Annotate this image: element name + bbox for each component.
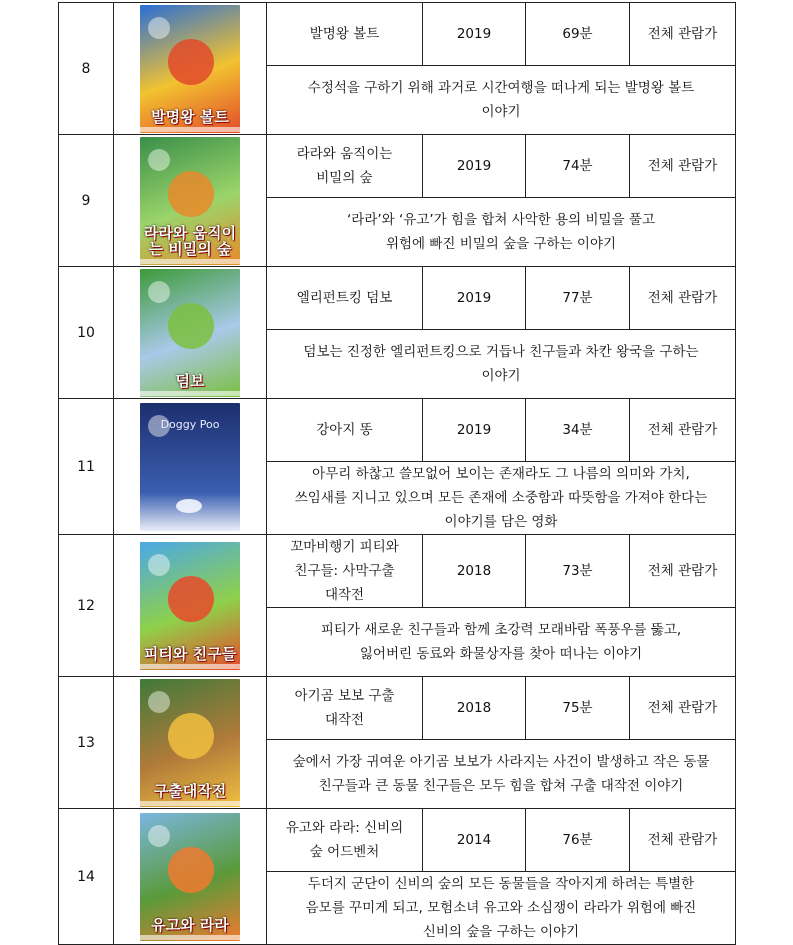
- release-year: 2019: [423, 267, 526, 330]
- text-line: 아기곰 보보 구출: [294, 688, 395, 704]
- text-line: 두더지 군단이 신비의 숲의 모든 동물들을 작아지게 하려는 특별한: [307, 876, 695, 892]
- table-row: [59, 399, 736, 462]
- poster-cell: [114, 135, 267, 267]
- poster-title: 구출대작전: [153, 781, 227, 800]
- movie-poster: [140, 403, 240, 531]
- age-rating: 전체 관람가: [630, 809, 736, 872]
- poster-decoration: [148, 554, 170, 576]
- release-year: 2019: [423, 135, 526, 198]
- poster-title: 피티와 친구들: [143, 644, 237, 663]
- movie-title: [267, 809, 423, 872]
- table-row: [59, 267, 736, 330]
- text-line: 숲 어드벤처: [309, 844, 380, 860]
- movie-description: [267, 740, 736, 809]
- text-line: 친구들: 사막구출: [294, 563, 395, 579]
- age-rating: 전체 관람가: [630, 677, 736, 740]
- poster-title: 유고와 라라: [151, 915, 229, 934]
- poster-decoration: [148, 17, 170, 39]
- row-number: 10: [59, 267, 114, 399]
- row-number: 13: [59, 677, 114, 809]
- text-line: 비밀의 숲: [316, 170, 373, 186]
- age-rating: 전체 관람가: [630, 267, 736, 330]
- text-line: 쓰임새를 지니고 있으며 모든 존재에 소중함과 따뜻함을 가져야 한다는: [294, 490, 708, 506]
- row-number: 11: [59, 399, 114, 535]
- poster-title: 발명왕 볼트: [151, 107, 229, 126]
- runtime: 34분: [526, 399, 630, 462]
- poster-character-shape: [168, 171, 214, 217]
- movie-description: [267, 66, 736, 135]
- movie-description: [267, 872, 736, 945]
- poster-character-shape: [168, 39, 214, 85]
- table-row: [59, 135, 736, 198]
- text-line: 숲에서 가장 귀여운 아기곰 보보가 사라지는 사건이 발생하고 작은 동물: [292, 754, 710, 770]
- poster-cell: [114, 267, 267, 399]
- movie-title: [267, 677, 423, 740]
- poster-credits-strip: [140, 664, 240, 669]
- movie-poster: [140, 5, 240, 133]
- poster-decoration: [148, 825, 170, 847]
- text-line: 이야기: [481, 368, 521, 384]
- table-row: [59, 535, 736, 608]
- runtime: 76분: [526, 809, 630, 872]
- text-line: ‘라라’와 ‘유고’가 힘을 합쳐 사악한 용의 비밀을 풀고: [346, 212, 656, 228]
- movie-poster: [140, 269, 240, 397]
- text-line: 아무리 하찮고 쓸모없어 보이는 존재라도 그 나름의 의미와 가치,: [312, 466, 690, 482]
- runtime: 75분: [526, 677, 630, 740]
- age-rating: 전체 관람가: [630, 535, 736, 608]
- movie-poster: [140, 679, 240, 807]
- row-number: 14: [59, 809, 114, 945]
- release-year: 2019: [423, 3, 526, 66]
- poster-title: Doggy Poo: [160, 417, 220, 431]
- movie-description: [267, 462, 736, 535]
- row-number: 8: [59, 3, 114, 135]
- release-year: 2018: [423, 677, 526, 740]
- poster-character-shape: [168, 847, 214, 893]
- poster-credits-strip: [140, 127, 240, 132]
- text-line: 이야기를 담은 영화: [444, 514, 558, 530]
- poster-title: 라라와 움직이는 비밀의 숲: [143, 223, 237, 258]
- poster-character-shape: [176, 499, 202, 513]
- release-year: 2019: [423, 399, 526, 462]
- movie-title: 발명왕 볼트: [267, 3, 423, 66]
- text-line: 피티가 새로운 친구들과 함께 초강력 모래바람 폭풍우를 뚫고,: [320, 622, 682, 638]
- poster-credits-strip: [140, 391, 240, 396]
- poster-cell: [114, 3, 267, 135]
- movie-title: [267, 135, 423, 198]
- text-line: 수정석을 구하기 위해 과거로 시간여행을 떠나게 되는 발명왕 볼트: [307, 80, 695, 96]
- text-line: 친구들과 큰 동물 친구들은 모두 힘을 합쳐 구출 대작전 이야기: [318, 778, 684, 794]
- poster-credits-strip: [140, 259, 240, 264]
- poster-cell: [114, 677, 267, 809]
- age-rating: 전체 관람가: [630, 399, 736, 462]
- movie-table: [58, 2, 736, 945]
- text-line: 라라와 움직이는: [296, 146, 393, 162]
- table-row: [59, 3, 736, 66]
- text-line: 잃어버린 동료와 화물상자를 찾아 떠나는 이야기: [359, 646, 643, 662]
- movie-description: [267, 330, 736, 399]
- poster-cell: [114, 399, 267, 535]
- poster-decoration: [148, 691, 170, 713]
- poster-decoration: [148, 281, 170, 303]
- runtime: 77분: [526, 267, 630, 330]
- poster-character-shape: [168, 713, 214, 759]
- movie-title: 강아지 똥: [267, 399, 423, 462]
- poster-character-shape: [168, 576, 214, 622]
- movie-poster: [140, 137, 240, 265]
- movie-description: [267, 198, 736, 267]
- movie-poster: [140, 813, 240, 941]
- release-year: 2014: [423, 809, 526, 872]
- row-number: 9: [59, 135, 114, 267]
- text-line: 꼬마비행기 피티와: [290, 539, 399, 555]
- movie-poster: [140, 542, 240, 670]
- poster-character-shape: [168, 303, 214, 349]
- poster-cell: [114, 535, 267, 677]
- movie-title: 엘리펀트킹 덤보: [267, 267, 423, 330]
- poster-cell: [114, 809, 267, 945]
- poster-title: 덤보: [175, 371, 205, 390]
- poster-decoration: [148, 149, 170, 171]
- text-line: 음모를 꾸미게 되고, 모험소녀 유고와 소심쟁이 라라가 위험에 빠진: [305, 900, 697, 916]
- runtime: 73분: [526, 535, 630, 608]
- text-line: 덤보는 진정한 엘리펀트킹으로 거듭나 친구들과 차칸 왕국을 구하는: [303, 344, 699, 360]
- runtime: 74분: [526, 135, 630, 198]
- table-row: [59, 809, 736, 872]
- text-line: 위험에 빠진 비밀의 숲을 구하는 이야기: [385, 236, 617, 252]
- poster-credits-strip: [140, 935, 240, 940]
- text-line: 이야기: [481, 104, 521, 120]
- movie-description: [267, 608, 736, 677]
- text-line: 대작전: [324, 712, 365, 728]
- release-year: 2018: [423, 535, 526, 608]
- table-row: [59, 677, 736, 740]
- age-rating: 전체 관람가: [630, 135, 736, 198]
- text-line: 대작전: [324, 587, 365, 603]
- poster-credits-strip: [140, 801, 240, 806]
- age-rating: 전체 관람가: [630, 3, 736, 66]
- text-line: 신비의 숲을 구하는 이야기: [422, 924, 580, 940]
- movie-title: [267, 535, 423, 608]
- row-number: 12: [59, 535, 114, 677]
- runtime: 69분: [526, 3, 630, 66]
- text-line: 유고와 라라: 신비의: [285, 820, 404, 836]
